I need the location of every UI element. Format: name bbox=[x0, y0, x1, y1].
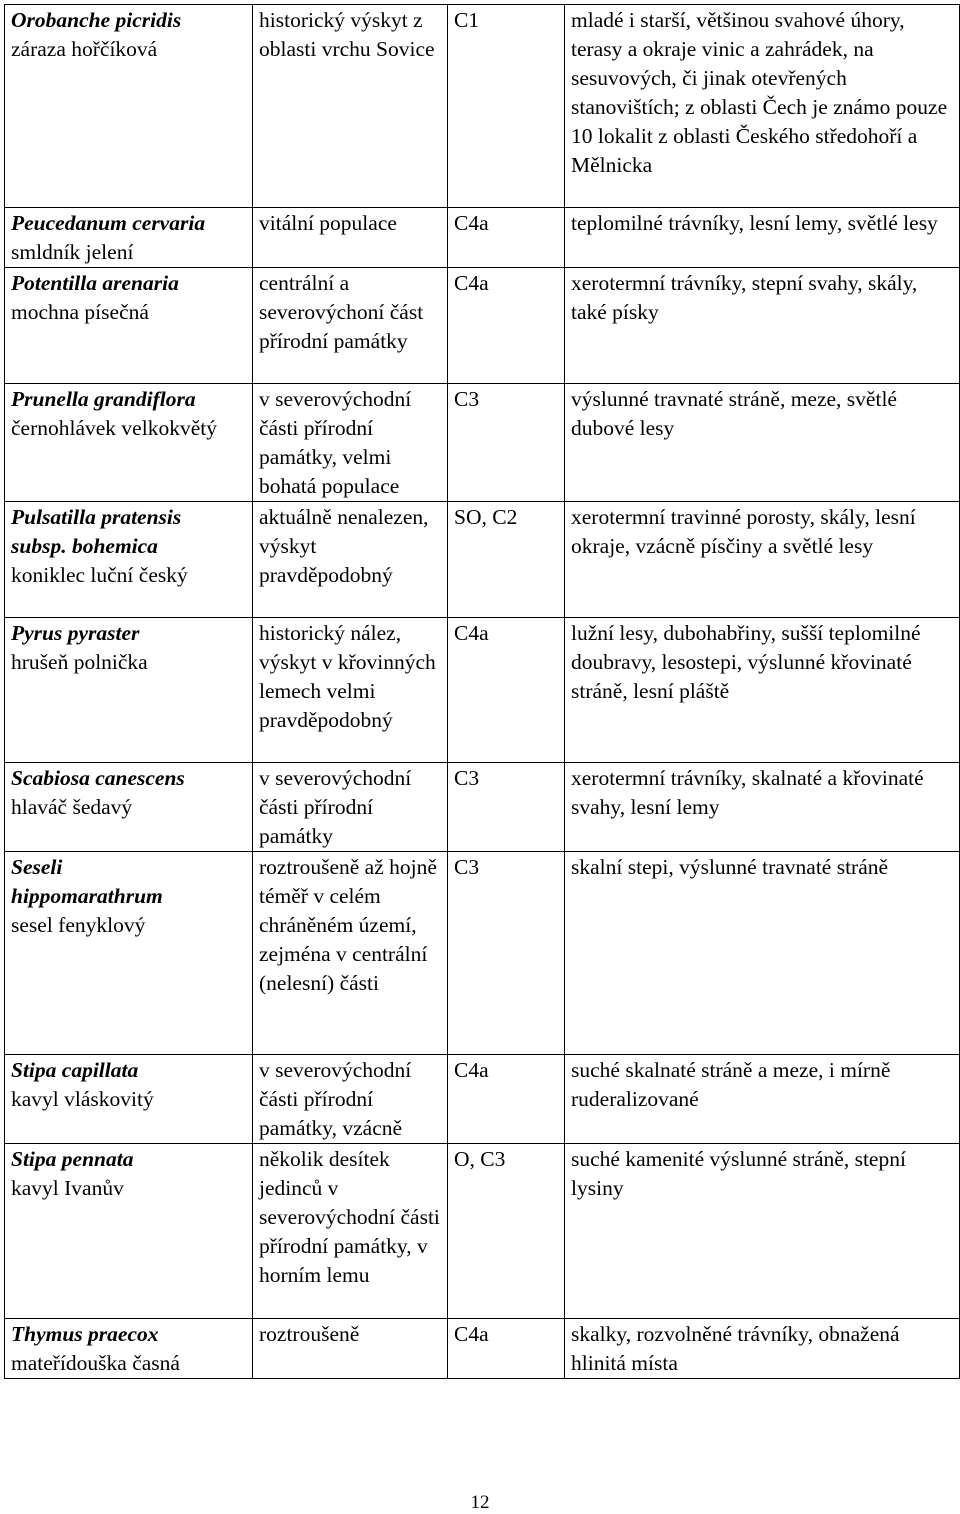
habitat-cell: skalky, rozvolněné trávníky, obnažená hlinitá místa bbox=[565, 1319, 960, 1379]
occurrence-cell: roztroušeně až hojně téměř v celém chráněném území, zejména v centrální (nelesní) části bbox=[253, 852, 448, 1055]
category-cell: SO, C2 bbox=[448, 502, 565, 618]
category-cell: C1 bbox=[448, 5, 565, 208]
latin-name: Peucedanum cervaria bbox=[11, 211, 206, 235]
habitat-cell: skalní stepi, výslunné travnaté stráně bbox=[565, 852, 960, 1055]
habitat-cell: xerotermní trávníky, skalnaté a křovinaté svahy, lesní lemy bbox=[565, 763, 960, 852]
latin-name: Pyrus pyraster bbox=[11, 621, 140, 645]
latin-name: Pulsatilla pratensis bbox=[11, 505, 182, 529]
occurrence-cell: historický výskyt z oblasti vrchu Sovice bbox=[253, 5, 448, 208]
latin-name: Prunella grandiflora bbox=[11, 387, 196, 411]
habitat-cell: xerotermní trávníky, stepní svahy, skály, také písky bbox=[565, 268, 960, 384]
occurrence-cell: v severovýchodní části přírodní památky, vzácně bbox=[253, 1055, 448, 1144]
czech-name: černohlávek velkokvětý bbox=[11, 416, 217, 440]
table-row bbox=[5, 1319, 960, 1379]
category-cell: C4a bbox=[448, 1055, 565, 1144]
occurrence-cell: aktuálně nenalezen, výskyt pravděpodobný bbox=[253, 502, 448, 618]
habitat-cell: teplomilné trávníky, lesní lemy, světlé lesy bbox=[565, 208, 960, 268]
page-number: 12 bbox=[470, 1492, 490, 1513]
category-cell: C3 bbox=[448, 763, 565, 852]
habitat-cell: suché skalnaté stráně a meze, i mírně ruderalizované bbox=[565, 1055, 960, 1144]
category-cell: O, C3 bbox=[448, 1144, 565, 1319]
occurrence-cell: několik desítek jedinců v severovýchodní části přírodní památky, v horním lemu bbox=[253, 1144, 448, 1319]
species-name-cell bbox=[5, 502, 253, 618]
latin-name: Stipa pennata bbox=[11, 1147, 134, 1171]
category-cell: C4a bbox=[448, 618, 565, 763]
czech-name: sesel fenyklový bbox=[11, 913, 146, 937]
habitat-cell: mladé i starší, většinou svahové úhory, terasy a okraje vinic a zahrádek, na sesuvových, či jinak otevřených stanovištích; z oblasti Čech je známo pouze 10 lokalit z oblasti Českého středohoří a Mělnicka bbox=[565, 5, 960, 208]
category-cell: C4a bbox=[448, 208, 565, 268]
czech-name: smldník jelení bbox=[11, 240, 134, 264]
latin-name: subsp. bohemica bbox=[11, 534, 158, 558]
species-table-body bbox=[5, 5, 960, 1379]
category-cell: C3 bbox=[448, 384, 565, 502]
latin-name: Potentilla arenaria bbox=[11, 271, 179, 295]
table-row bbox=[5, 1144, 960, 1319]
czech-name: kavyl vláskovitý bbox=[11, 1087, 154, 1111]
species-name-cell bbox=[5, 852, 253, 1055]
czech-name: hrušeň polnička bbox=[11, 650, 148, 674]
czech-name: kavyl Ivanův bbox=[11, 1176, 124, 1200]
category-cell: C3 bbox=[448, 852, 565, 1055]
latin-name: Scabiosa canescens bbox=[11, 766, 185, 790]
table-row bbox=[5, 5, 960, 208]
occurrence-cell: v severovýchodní části přírodní památky, velmi bohatá populace bbox=[253, 384, 448, 502]
czech-name: mochna písečná bbox=[11, 300, 149, 324]
habitat-cell: suché kamenité výslunné stráně, stepní lysiny bbox=[565, 1144, 960, 1319]
latin-name: Seseli bbox=[11, 855, 63, 879]
latin-name: Orobanche picridis bbox=[11, 8, 182, 32]
latin-name: Stipa capillata bbox=[11, 1058, 139, 1082]
species-name-cell bbox=[5, 5, 253, 208]
occurrence-cell: vitální populace bbox=[253, 208, 448, 268]
table-row bbox=[5, 208, 960, 268]
species-name-cell bbox=[5, 384, 253, 502]
species-name-cell bbox=[5, 1319, 253, 1379]
table-row bbox=[5, 618, 960, 763]
occurrence-cell: centrální a severovýchoní část přírodní památky bbox=[253, 268, 448, 384]
category-cell: C4a bbox=[448, 268, 565, 384]
table-row bbox=[5, 268, 960, 384]
species-name-cell bbox=[5, 618, 253, 763]
table-row bbox=[5, 1055, 960, 1144]
latin-name: Thymus praecox bbox=[11, 1322, 159, 1346]
category-cell: C4a bbox=[448, 1319, 565, 1379]
czech-name: záraza hořčíková bbox=[11, 37, 158, 61]
czech-name: mateřídouška časná bbox=[11, 1351, 180, 1375]
habitat-cell: lužní lesy, dubohabřiny, sušší teplomilné doubravy, lesostepi, výslunné křovinaté stráně, lesní pláště bbox=[565, 618, 960, 763]
species-name-cell bbox=[5, 763, 253, 852]
czech-name: hlaváč šedavý bbox=[11, 795, 133, 819]
table-row bbox=[5, 502, 960, 618]
occurrence-cell: historický nález, výskyt v křovinných lemech velmi pravděpodobný bbox=[253, 618, 448, 763]
species-table bbox=[4, 4, 960, 1379]
habitat-cell: výslunné travnaté stráně, meze, světlé dubové lesy bbox=[565, 384, 960, 502]
species-name-cell bbox=[5, 268, 253, 384]
table-row bbox=[5, 384, 960, 502]
occurrence-cell: v severovýchodní části přírodní památky bbox=[253, 763, 448, 852]
species-name-cell bbox=[5, 1144, 253, 1319]
table-row bbox=[5, 763, 960, 852]
table-row bbox=[5, 852, 960, 1055]
czech-name: koniklec luční český bbox=[11, 563, 188, 587]
species-name-cell bbox=[5, 208, 253, 268]
habitat-cell: xerotermní travinné porosty, skály, lesní okraje, vzácně písčiny a světlé lesy bbox=[565, 502, 960, 618]
occurrence-cell: roztroušeně bbox=[253, 1319, 448, 1379]
species-name-cell bbox=[5, 1055, 253, 1144]
latin-name: hippomarathrum bbox=[11, 884, 163, 908]
